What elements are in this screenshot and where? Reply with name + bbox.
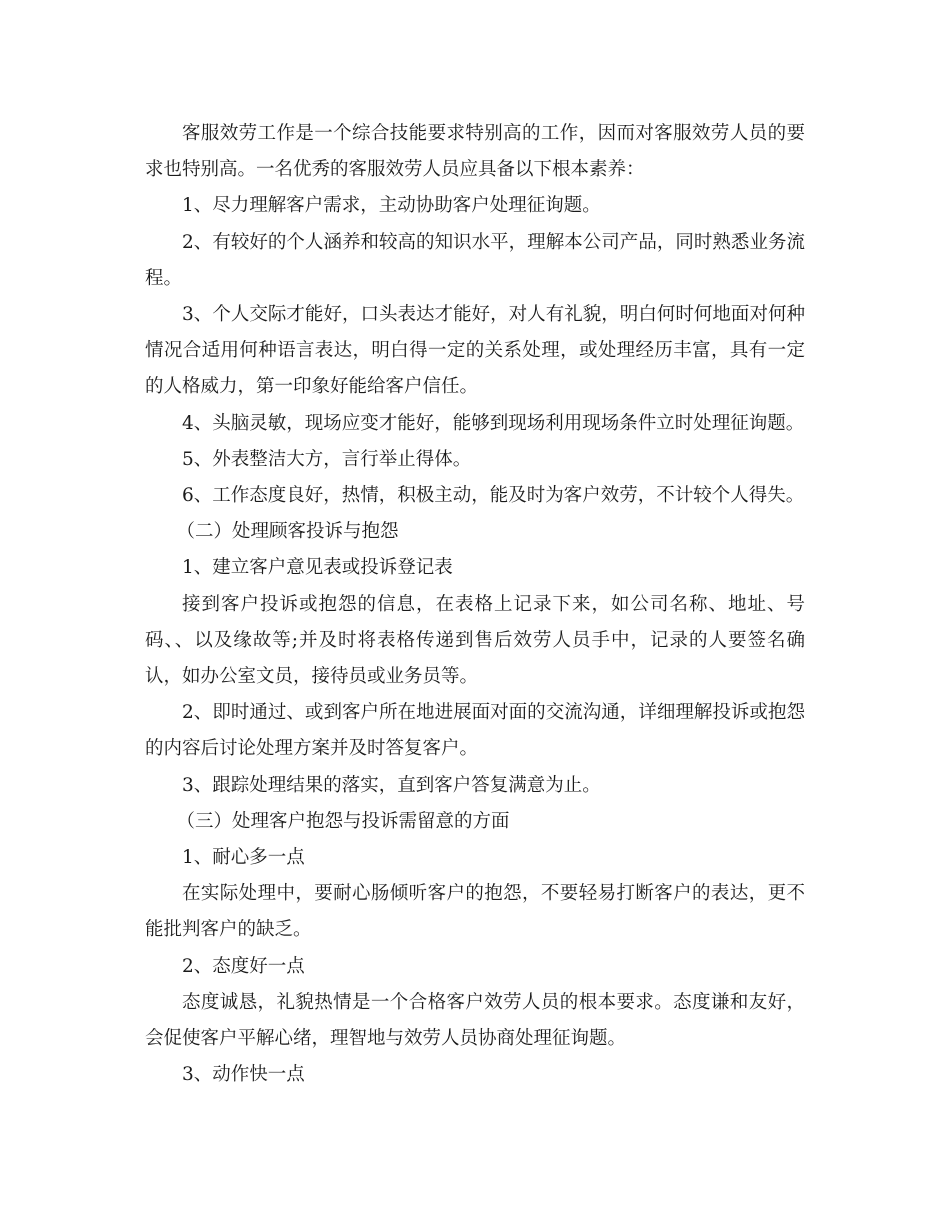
paragraph-item-6: 6、工作态度良好，热情，积极主动，能及时为客户效劳，不计较个人得失。 — [182, 485, 805, 507]
paragraph-patience-heading: 1、耐心多一点 — [182, 847, 305, 869]
document-body — [145, 116, 805, 1093]
section-heading-2: （二）处理顾客投诉与抱怨 — [176, 521, 399, 543]
paragraph-attitude-heading: 2、态度好一点 — [182, 955, 305, 977]
paragraph-complaint-form: 1、建立客户意见表或投诉登记表 — [182, 557, 453, 579]
paragraph-follow-up: 3、跟踪处理结果的落实，直到客户答复满意为止。 — [182, 774, 601, 796]
paragraph-complaint-record: 接到客户投诉或抱怨的信息，在表格上记录下来，如公司名称、地址、号码、、以及缘故等;并及时将表格传递到售后效劳人员手中，记录的人要签名确认，如办公室文员，接待员或业务员等。 — [145, 593, 805, 688]
section-heading-3: （三）处理客户抱怨与投诉需留意的方面 — [176, 810, 510, 832]
paragraph-attitude-body: 态度诚恳，礼貌热情是一个合格客户效劳人员的根本要求。态度谦和友好，会促使客户平解心绪，理智地与效劳人员协商处理征询题。 — [145, 991, 805, 1050]
paragraph-intro: 客服效劳工作是一个综合技能要求特别高的工作，因而对客服效劳人员的要求也特别高。一名优秀的客服效劳人员应具备以下根本素养： — [145, 123, 805, 181]
paragraph-item-2: 2、有较好的个人涵养和较高的知识水平，理解本公司产品，同时熟悉业务流程。 — [145, 231, 805, 289]
paragraph-patience-body: 在实际处理中，要耐心肠倾听客户的抱怨，不要轻易打断客户的表达，更不能批判客户的缺乏。 — [145, 883, 805, 941]
paragraph-speed-heading: 3、动作快一点 — [182, 1064, 305, 1086]
paragraph-item-3: 3、个人交际才能好，口头表达才能好，对人有礼貌，明白何时何地面对何种情况合适用何种语言表达，明白得一定的关系处理，或处理经历丰富，具有一定的人格威力，第一印象好能给客户信任。 — [145, 304, 805, 398]
paragraph-communication: 2、即时通过、或到客户所在地进展面对面的交流沟通，详细理解投诉或抱怨的内容后讨论处理方案并及时答复客户。 — [145, 702, 805, 760]
paragraph-item-5: 5、外表整洁大方，言行举止得体。 — [182, 448, 472, 470]
paragraph-item-1: 1、尽力理解客户需求，主动协助客户处理征询题。 — [182, 195, 601, 217]
paragraph-item-4: 4、头脑灵敏，现场应变才能好，能够到现场利用现场条件立时处理征询题。 — [182, 412, 805, 434]
